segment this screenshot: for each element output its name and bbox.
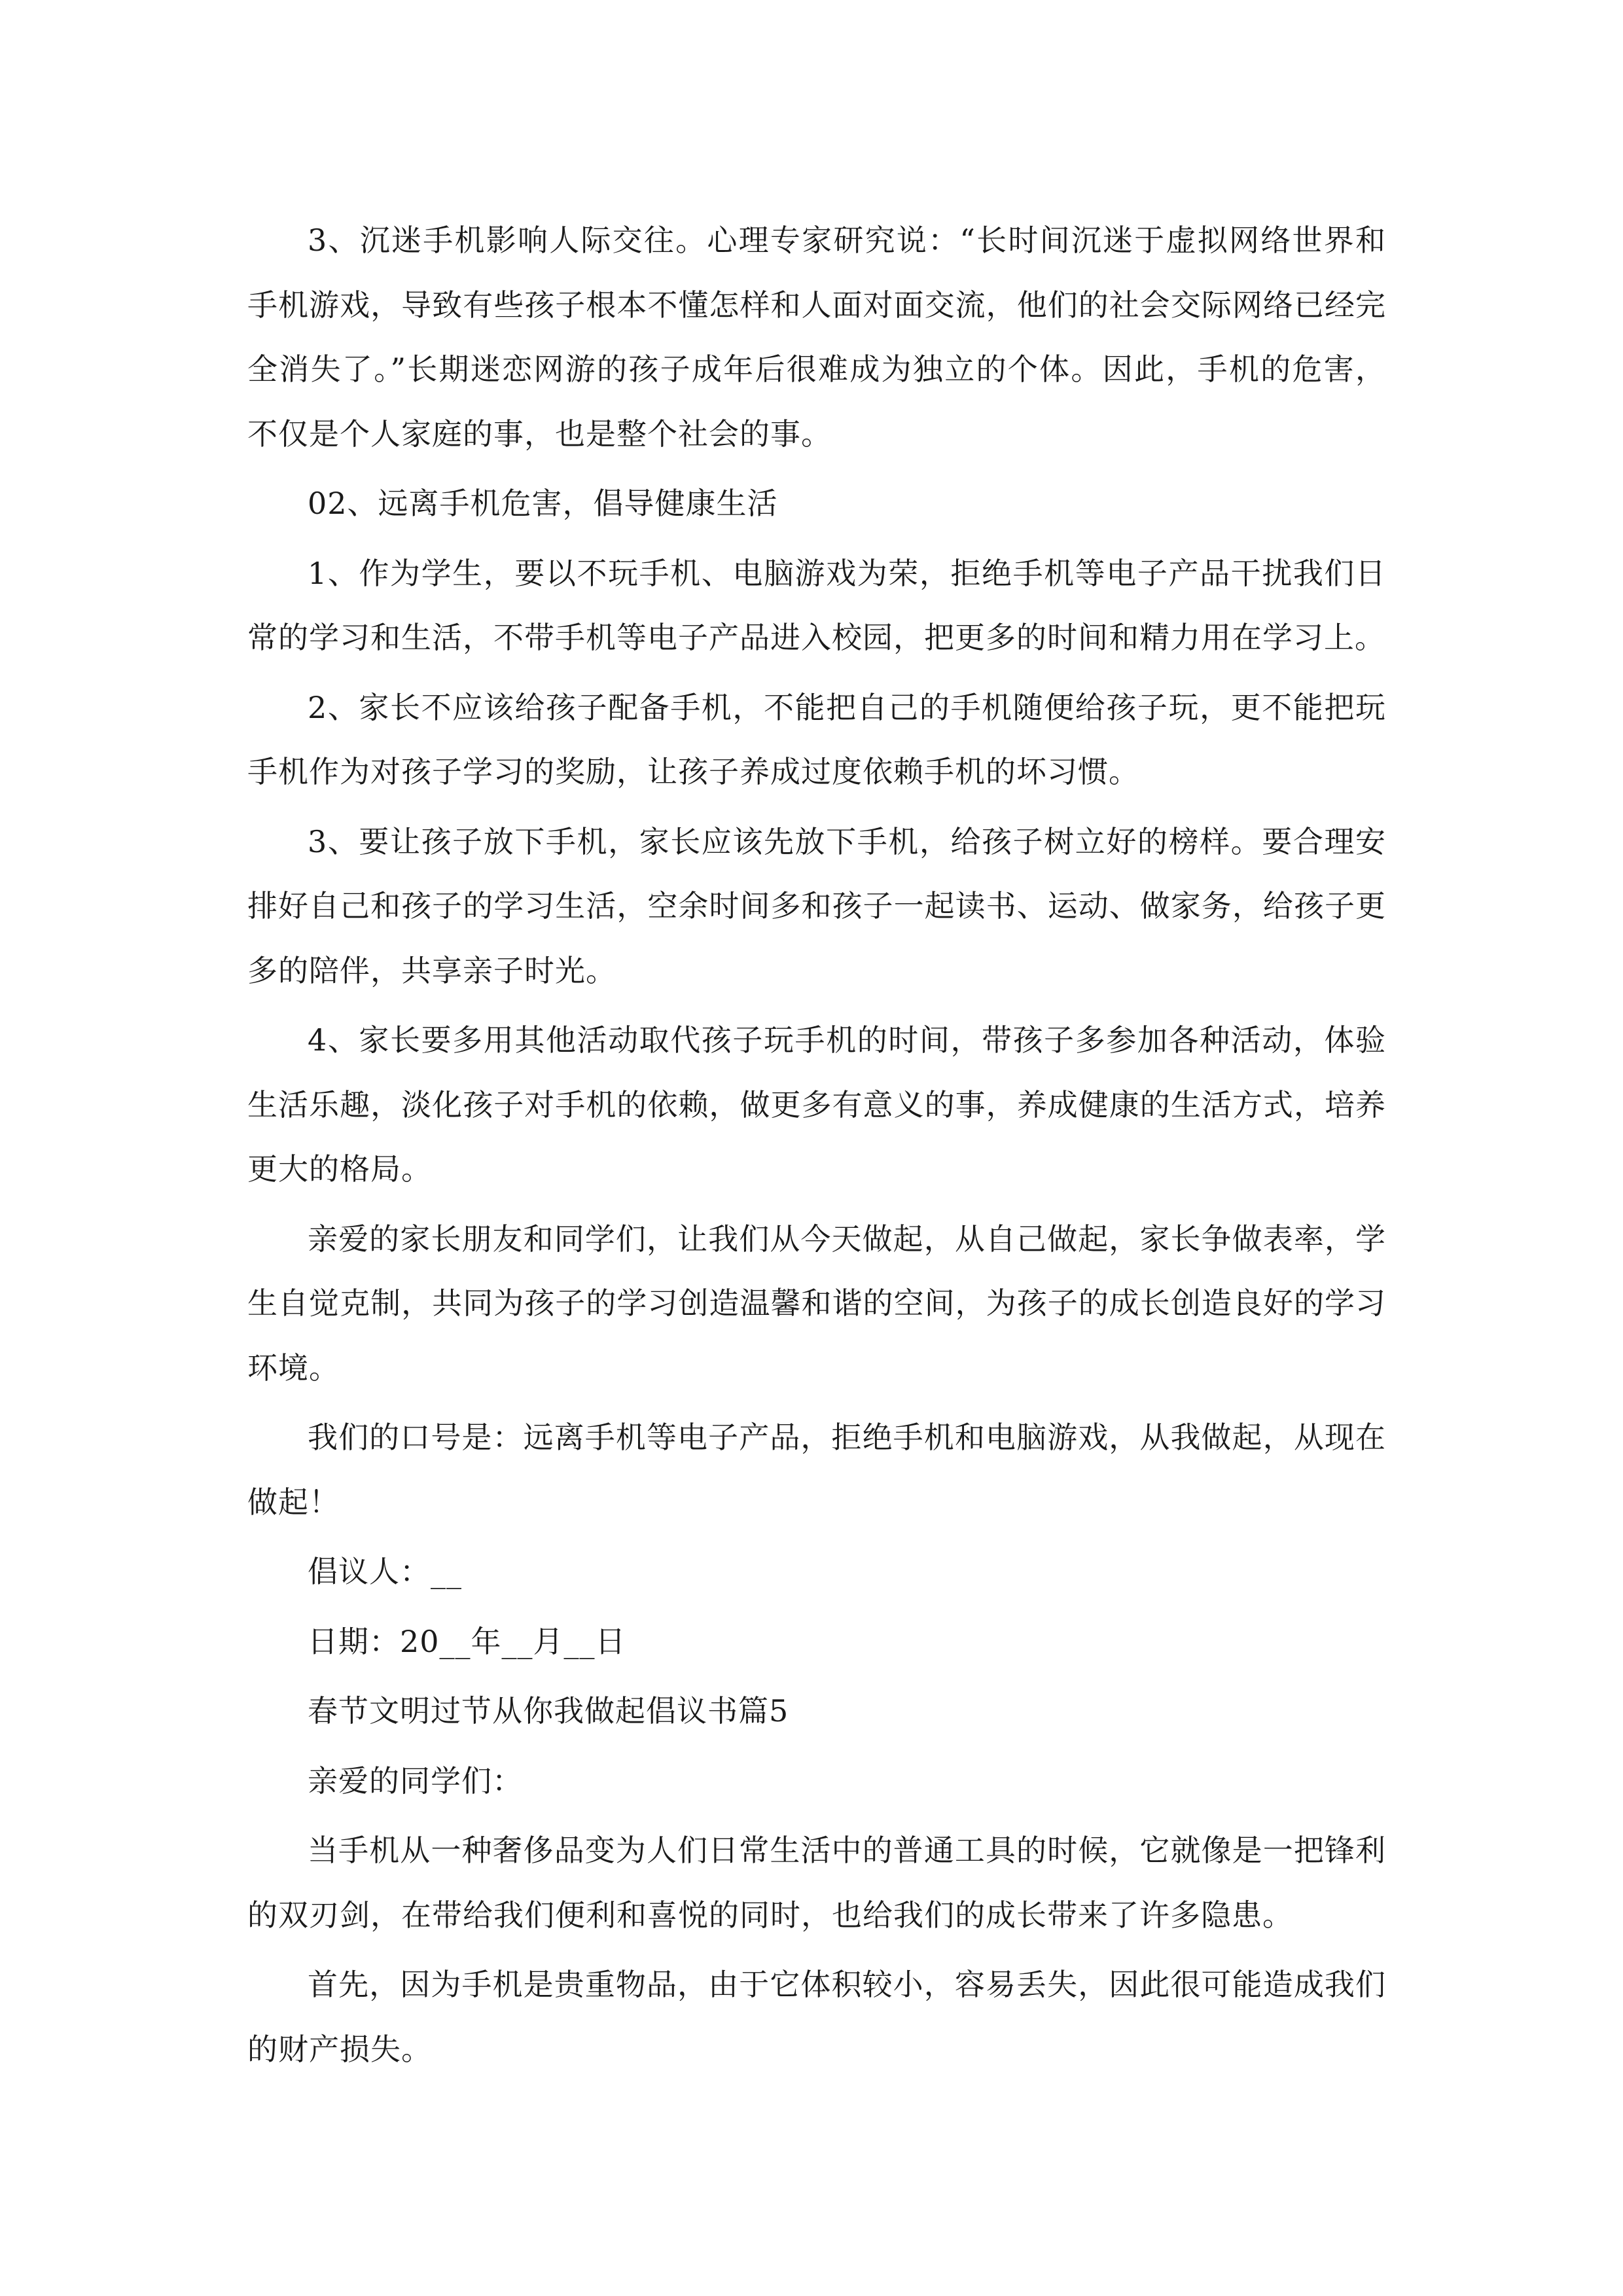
section-heading: 02、远离手机危害，倡导健康生活 bbox=[308, 486, 778, 521]
salutation: 亲爱的同学们： bbox=[308, 1763, 523, 1799]
paragraph: 当手机从一种奢侈品变为人们日常生活中的普通工具的时候，它就像是一把锋利的双刃剑，在带给我们便利和喜悦的同时，也给我们的成长带来了许多隐患。 bbox=[247, 1833, 1386, 1933]
paragraph: 3、沉迷手机影响人际交往。心理专家研究说：“长时间沉迷于虚拟网络世界和手机游戏，导致有些孩子根本不懂怎样和人面对面交流，他们的社会交际网络已经完全消失了。”长期迷恋网游的孩子成年后很难成为独立的个体。因此，手机的危害，不仅是个人家庭的事，也是整个社会的事。 bbox=[247, 223, 1386, 452]
slogan-paragraph: 我们的口号是：远离手机等电子产品，拒绝手机和电脑游戏，从我做起，从现在做起！ bbox=[247, 1420, 1386, 1520]
paragraph: 1、作为学生，要以不玩手机、电脑游戏为荣，拒绝手机等电子产品干扰我们日常的学习和生活，不带手机等电子产品进入校园，把更多的时间和精力用在学习上。 bbox=[247, 555, 1386, 655]
document-body bbox=[247, 208, 1386, 2087]
paragraph: 4、家长要多用其他活动取代孩子玩手机的时间，带孩子多参加各种活动，体验生活乐趣，淡化孩子对手机的依赖，做更多有意义的事，养成健康的生活方式，培养更大的格局。 bbox=[247, 1022, 1386, 1187]
proposer-line: 倡议人：__ bbox=[308, 1554, 462, 1589]
date-line: 日期：20__年__月__日 bbox=[308, 1623, 626, 1659]
paragraph: 2、家长不应该给孩子配备手机，不能把自己的手机随便给孩子玩，更不能把玩手机作为对孩子学习的奖励，让孩子养成过度依赖手机的坏习惯。 bbox=[247, 689, 1386, 789]
article-title: 春节文明过节从你我做起倡议书篇5 bbox=[308, 1693, 789, 1729]
paragraph: 亲爱的家长朋友和同学们，让我们从今天做起，从自己做起，家长争做表率，学生自觉克制，共同为孩子的学习创造温馨和谐的空间，为孩子的成长创造良好的学习环境。 bbox=[247, 1221, 1386, 1386]
paragraph: 3、要让孩子放下手机，家长应该先放下手机，给孩子树立好的榜样。要合理安排好自己和孩子的学习生活，空余时间多和孩子一起读书、运动、做家务，给孩子更多的陪伴，共享亲子时光。 bbox=[247, 823, 1386, 988]
paragraph: 首先，因为手机是贵重物品，由于它体积较小，容易丢失，因此很可能造成我们的财产损失。 bbox=[247, 1967, 1386, 2067]
